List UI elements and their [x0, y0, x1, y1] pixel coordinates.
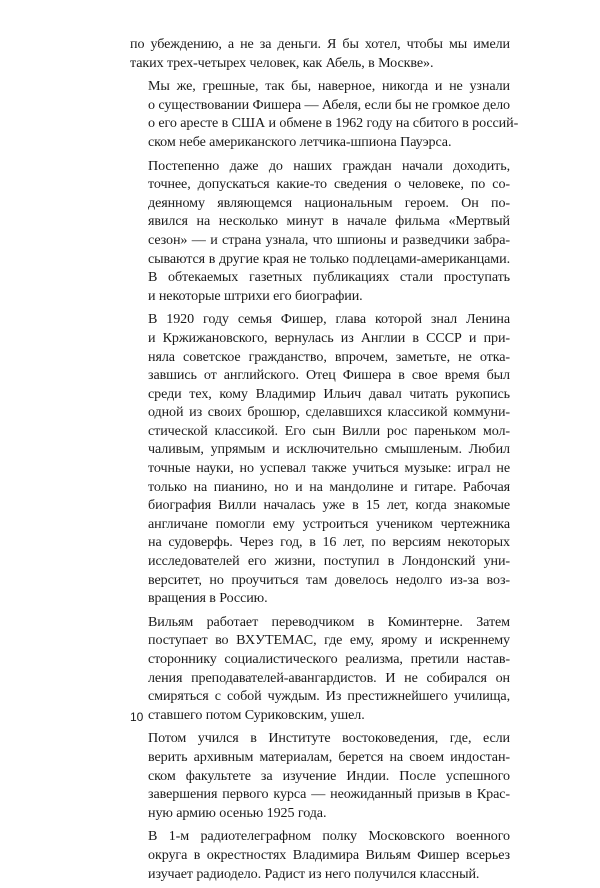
text-line: точнее, допускаться какие-то сведения о человеке, по со-: [148, 176, 510, 193]
text-line: Вильям работает переводчиком в Коминтерне. Затем: [148, 613, 510, 630]
text-line: верситет, но проучиться там довелось недолго из-за воз-: [148, 571, 510, 588]
page-number: 10: [130, 710, 144, 724]
text-line: Постепенно даже до наших граждан начали доходить,: [148, 157, 510, 174]
text-line: англичане помогли ему устроиться учеником чертежника: [148, 515, 510, 532]
text-line: ную армию осенью 1925 года.: [148, 804, 327, 821]
text-line: смиряться с собой чуждым. Из престижнейшего училища,: [148, 688, 510, 705]
text-line: точные науки, но успевал также учиться музыке: играл не: [148, 460, 510, 477]
text-line: и Кржижановского, вернулась из Англии в СССР и при-: [148, 329, 510, 346]
text-line: по убеждению, а не за деньги. Я бы хотел, чтобы мы имели: [130, 36, 510, 52]
text-line: сываются в другие края не только подлецами-американцами.: [148, 250, 510, 267]
text-line: завершения первого курса — неожиданный призыв в Крас-: [148, 786, 510, 803]
text-line: ления преподавателей-авангардистов. И не собирался он: [148, 669, 510, 686]
text-line: среди тех, кому Владимир Ильич давал читать рукопись: [148, 385, 510, 402]
text-line: изучает радиодело. Радист из него получился классный.: [148, 865, 480, 882]
text-line: одной из своих брошюр, сделавшихся классикой коммуни-: [148, 404, 510, 421]
text-line: верить архивным материалам, берется на своем индостан-: [148, 748, 510, 765]
text-line: на судоверфь. Через год, в 16 лет, по версиям некоторых: [148, 534, 510, 551]
text-line: явился на несколько минут в начале фильма «Мертвый: [148, 213, 510, 230]
text-line: стической классикой. Его сын Вилли рос пареньком мол-: [148, 422, 510, 439]
paragraph: [130, 729, 510, 822]
text-line: ском факультете за изучение Индии. После успешного: [148, 767, 510, 784]
text-line: о существовании Фишера — Абеля, если бы не громкое дело: [148, 96, 510, 113]
text-line: няла советское гражданство, впрочем, заметьте, не отка-: [148, 348, 510, 365]
text-line: Мы же, грешные, так бы, наверное, никогда и не узнали: [148, 78, 510, 95]
paragraph: [130, 310, 510, 608]
text-line: В обтекаемых газетных публикациях стали проступать: [148, 269, 510, 286]
paragraph: [130, 77, 519, 151]
paragraph: [130, 827, 510, 883]
text-line: стороннику социалистического реализма, претили настав-: [148, 651, 510, 667]
text-line: поступает во ВХУТЕМАС, где ему, яромy и искреннему: [148, 632, 510, 649]
text-line: исследователей его жизни, поступил в Лондонский уни-: [148, 553, 510, 570]
text-line: и некоторые штрихи его биографии.: [148, 287, 363, 304]
text-line: вращения в Россию.: [148, 590, 268, 607]
text-line: о его аресте в США и обмене в 1962 году на сбитого в россий-: [148, 115, 519, 132]
text-line: ском небе американского летчика-шпиона Пауэрса.: [148, 133, 452, 150]
page-body-text: [130, 35, 519, 888]
paragraph: [130, 613, 510, 725]
text-line: чаливым, упрямым и исключительно смышленым. Любил: [148, 441, 510, 458]
text-line: округа в окрестностях Владимира Вильям Фишер всерьез: [148, 846, 510, 863]
text-line: ставшего потом Суриковским, ушел.: [148, 706, 365, 723]
paragraph: [130, 157, 510, 306]
text-line: завшись от английского. Отец Фишера в свое время был: [148, 367, 510, 384]
text-line: таких трех-четырех человек, как Абель, в Москве».: [130, 54, 434, 71]
text-line: В 1-м радиотелеграфном полку Московского военного: [148, 828, 510, 845]
text-line: биография Вилли началась уже в 15 лет, когда знакомые: [148, 497, 510, 514]
text-line: только на пианино, но и на мандолине и гитаре. Рабочая: [148, 478, 510, 495]
text-line: В 1920 году семья Фишер, глава которой знал Ленина: [148, 311, 510, 328]
text-line: сезон» — и страна узнала, что шпионы и разведчики забра-: [148, 231, 510, 248]
text-line: деянному являющемся национальным героем. Он по-: [148, 194, 510, 211]
paragraph: [130, 35, 510, 72]
text-line: Потом учился в Институте востоковедения, где, если: [148, 730, 510, 747]
